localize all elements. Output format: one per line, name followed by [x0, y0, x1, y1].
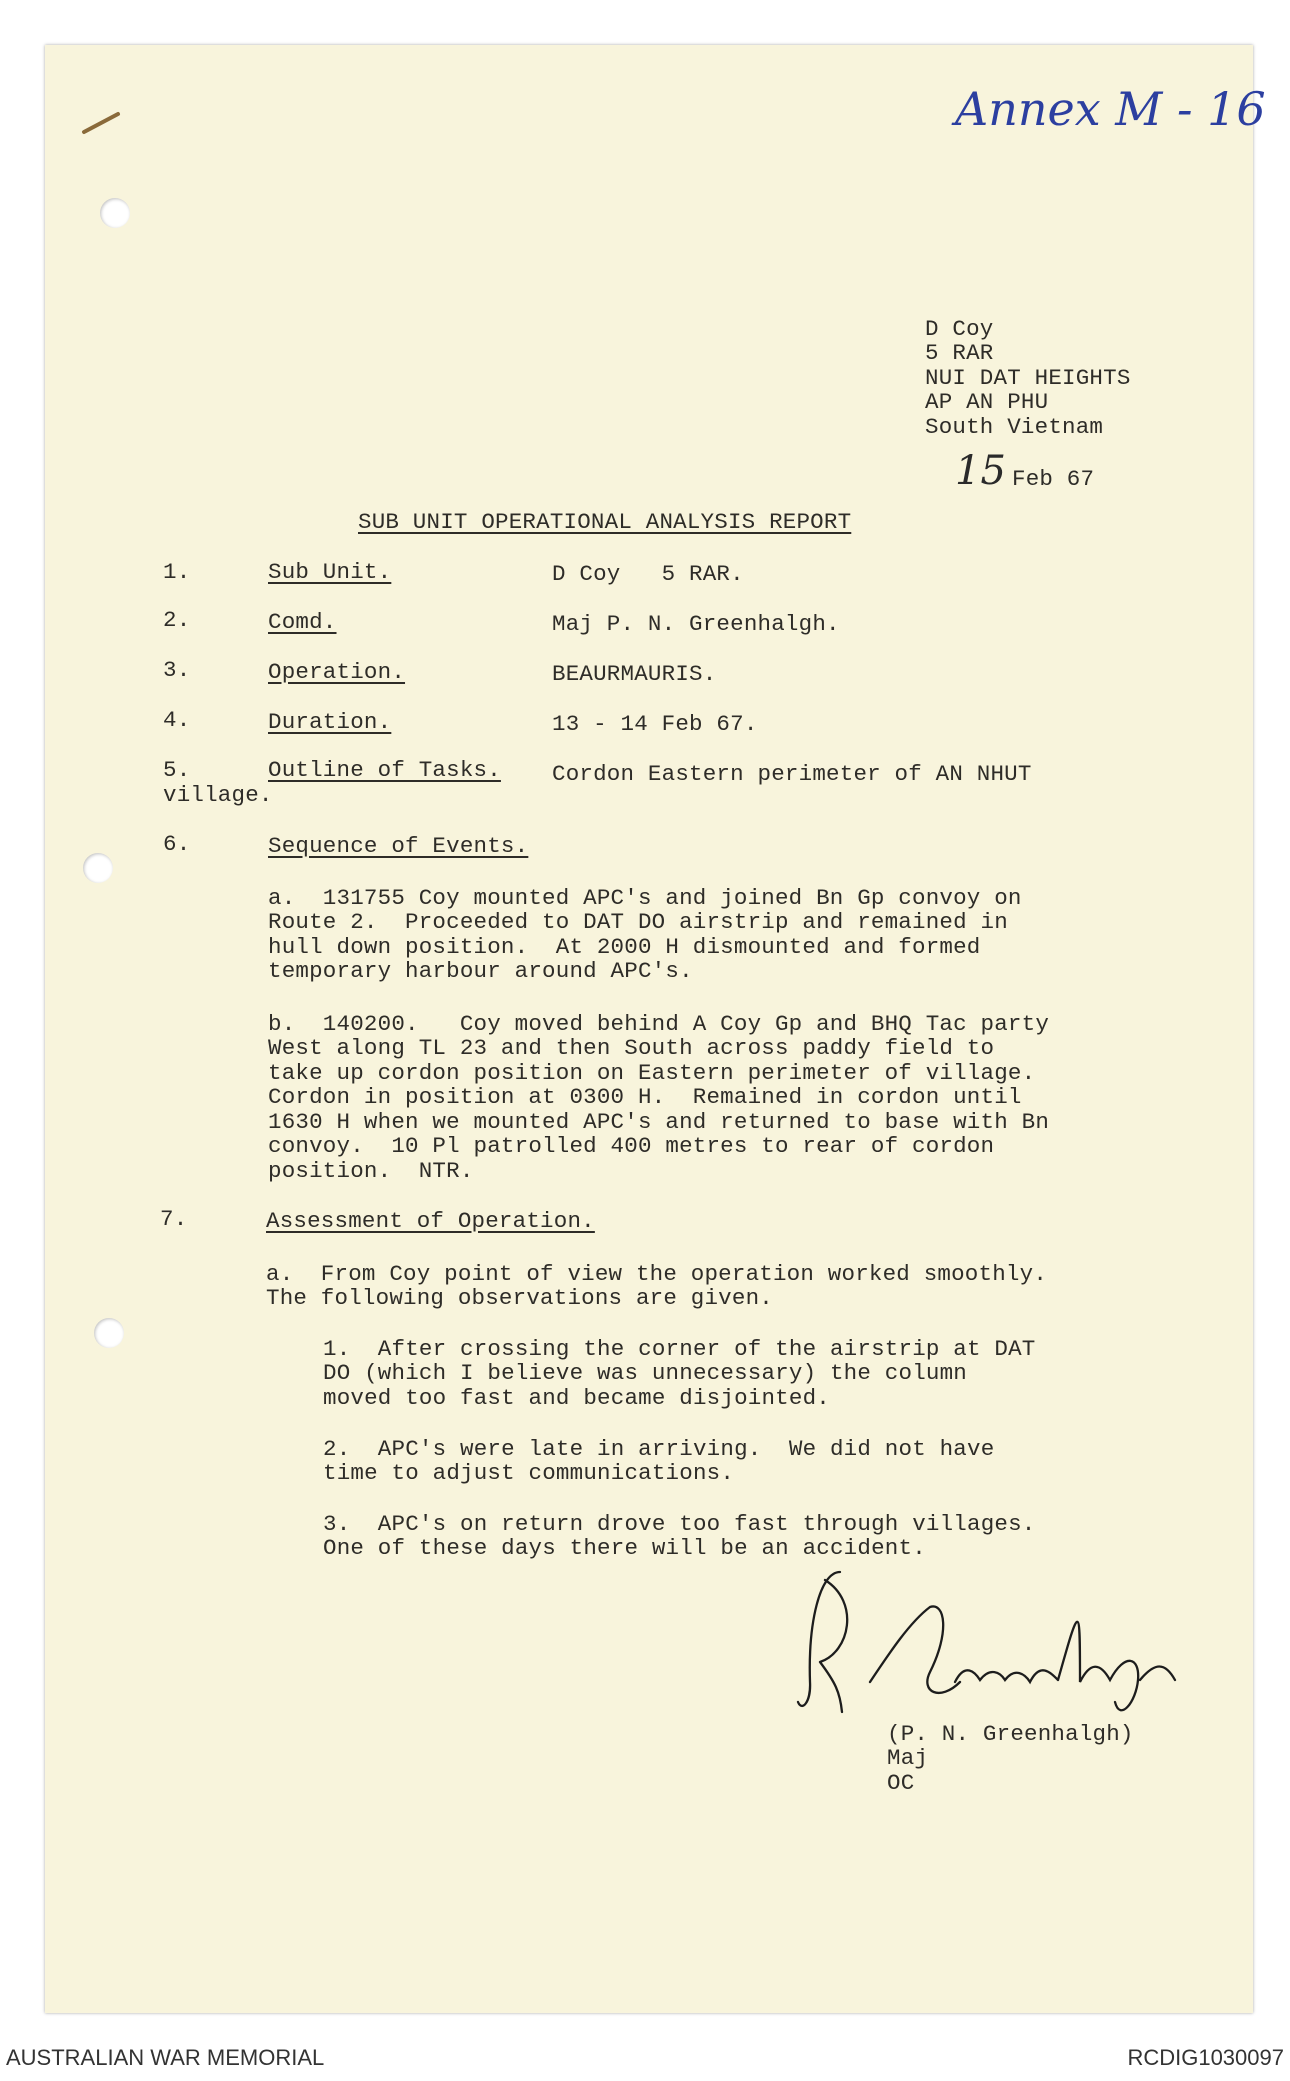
address-line-town: AP AN PHU	[925, 389, 1049, 415]
item-number: 2.	[163, 607, 191, 633]
observation-line: time to adjust communications.	[323, 1460, 735, 1486]
paragraph-line: position. NTR.	[268, 1158, 474, 1184]
section-number: 7.	[160, 1206, 188, 1232]
annex-annotation: Annex M - 16	[955, 82, 1266, 136]
paragraph-line: temporary harbour around APC's.	[268, 958, 693, 984]
punch-hole	[94, 1318, 124, 1348]
punch-hole	[100, 198, 130, 228]
signature	[780, 1562, 1200, 1732]
item-number: 5.	[163, 757, 191, 783]
address-line-unit: D Coy	[925, 316, 994, 342]
item-number: 1.	[163, 559, 191, 585]
paragraph-line: take up cordon position on Eastern perimeter of village.	[268, 1060, 1036, 1086]
signatory-rank: Maj	[887, 1745, 929, 1771]
paragraph-line: Cordon in position at 0300 H. Remained in cordon until	[268, 1084, 1022, 1110]
item-value-continuation: village.	[163, 782, 273, 808]
paragraph-line: b. 140200. Coy moved behind A Coy Gp and BHQ Tac party	[268, 1011, 1050, 1037]
item-label: Outline of Tasks.	[268, 757, 501, 783]
paragraph-line: West along TL 23 and then South across paddy field to	[268, 1035, 995, 1061]
section-number: 6.	[163, 831, 191, 857]
item-label: Duration.	[268, 709, 392, 735]
item-label: Comd.	[268, 609, 337, 635]
observation-line: moved too fast and became disjointed.	[323, 1385, 830, 1411]
observation-line: 3. APC's on return drove too fast through villages.	[323, 1511, 1036, 1537]
footer-archive-name: AUSTRALIAN WAR MEMORIAL	[6, 2045, 325, 2070]
item-number: 4.	[163, 707, 191, 733]
item-label: Sub Unit.	[268, 559, 392, 585]
observation-line: 2. APC's were late in arriving. We did not have	[323, 1436, 995, 1462]
observation-line: One of these days there will be an accident.	[323, 1535, 926, 1561]
stray-mark	[80, 108, 125, 138]
address-line-country: South Vietnam	[925, 414, 1104, 440]
item-label: Operation.	[268, 659, 406, 685]
footer-record-id: RCDIG1030097	[1127, 2045, 1284, 2070]
address-line-battalion: 5 RAR	[925, 340, 994, 366]
date-day-handwritten: 15	[955, 448, 1006, 494]
signatory-appointment: OC	[887, 1770, 915, 1796]
section-heading: Assessment of Operation.	[266, 1208, 595, 1234]
paragraph-line: a. 131755 Coy mounted APC's and joined Bn Gp convoy on	[268, 885, 1022, 911]
item-value: Cordon Eastern perimeter of AN NHUT	[552, 761, 1032, 787]
observation-line: 1. After crossing the corner of the airstrip at DAT	[323, 1336, 1036, 1362]
paragraph-line: convoy. 10 Pl patrolled 400 metres to rear of cordon	[268, 1133, 995, 1159]
item-value: Maj P. N. Greenhalgh.	[552, 611, 840, 637]
signatory-name: (P. N. Greenhalgh)	[887, 1721, 1134, 1747]
observation-line: DO (which I believe was unnecessary) the column	[323, 1360, 968, 1386]
report-title: SUB UNIT OPERATIONAL ANALYSIS REPORT	[358, 509, 852, 535]
date: Feb 67	[1012, 466, 1095, 492]
item-value: D Coy 5 RAR.	[552, 561, 744, 587]
paragraph-line: hull down position. At 2000 H dismounted and formed	[268, 934, 981, 960]
paragraph-line: The following observations are given.	[266, 1285, 773, 1311]
paragraph-line: a. From Coy point of view the operation worked smoothly.	[266, 1261, 1048, 1287]
address-line-location: NUI DAT HEIGHTS	[925, 365, 1131, 391]
item-value: 13 - 14 Feb 67.	[552, 711, 758, 737]
item-value: BEAURMAURIS.	[552, 661, 717, 687]
punch-hole	[83, 853, 113, 883]
paragraph-line: 1630 H when we mounted APC's and returned to base with Bn	[268, 1109, 1050, 1135]
paragraph-line: Route 2. Proceeded to DAT DO airstrip and remained in	[268, 909, 1008, 935]
section-heading: Sequence of Events.	[268, 833, 529, 859]
item-number: 3.	[163, 657, 191, 683]
